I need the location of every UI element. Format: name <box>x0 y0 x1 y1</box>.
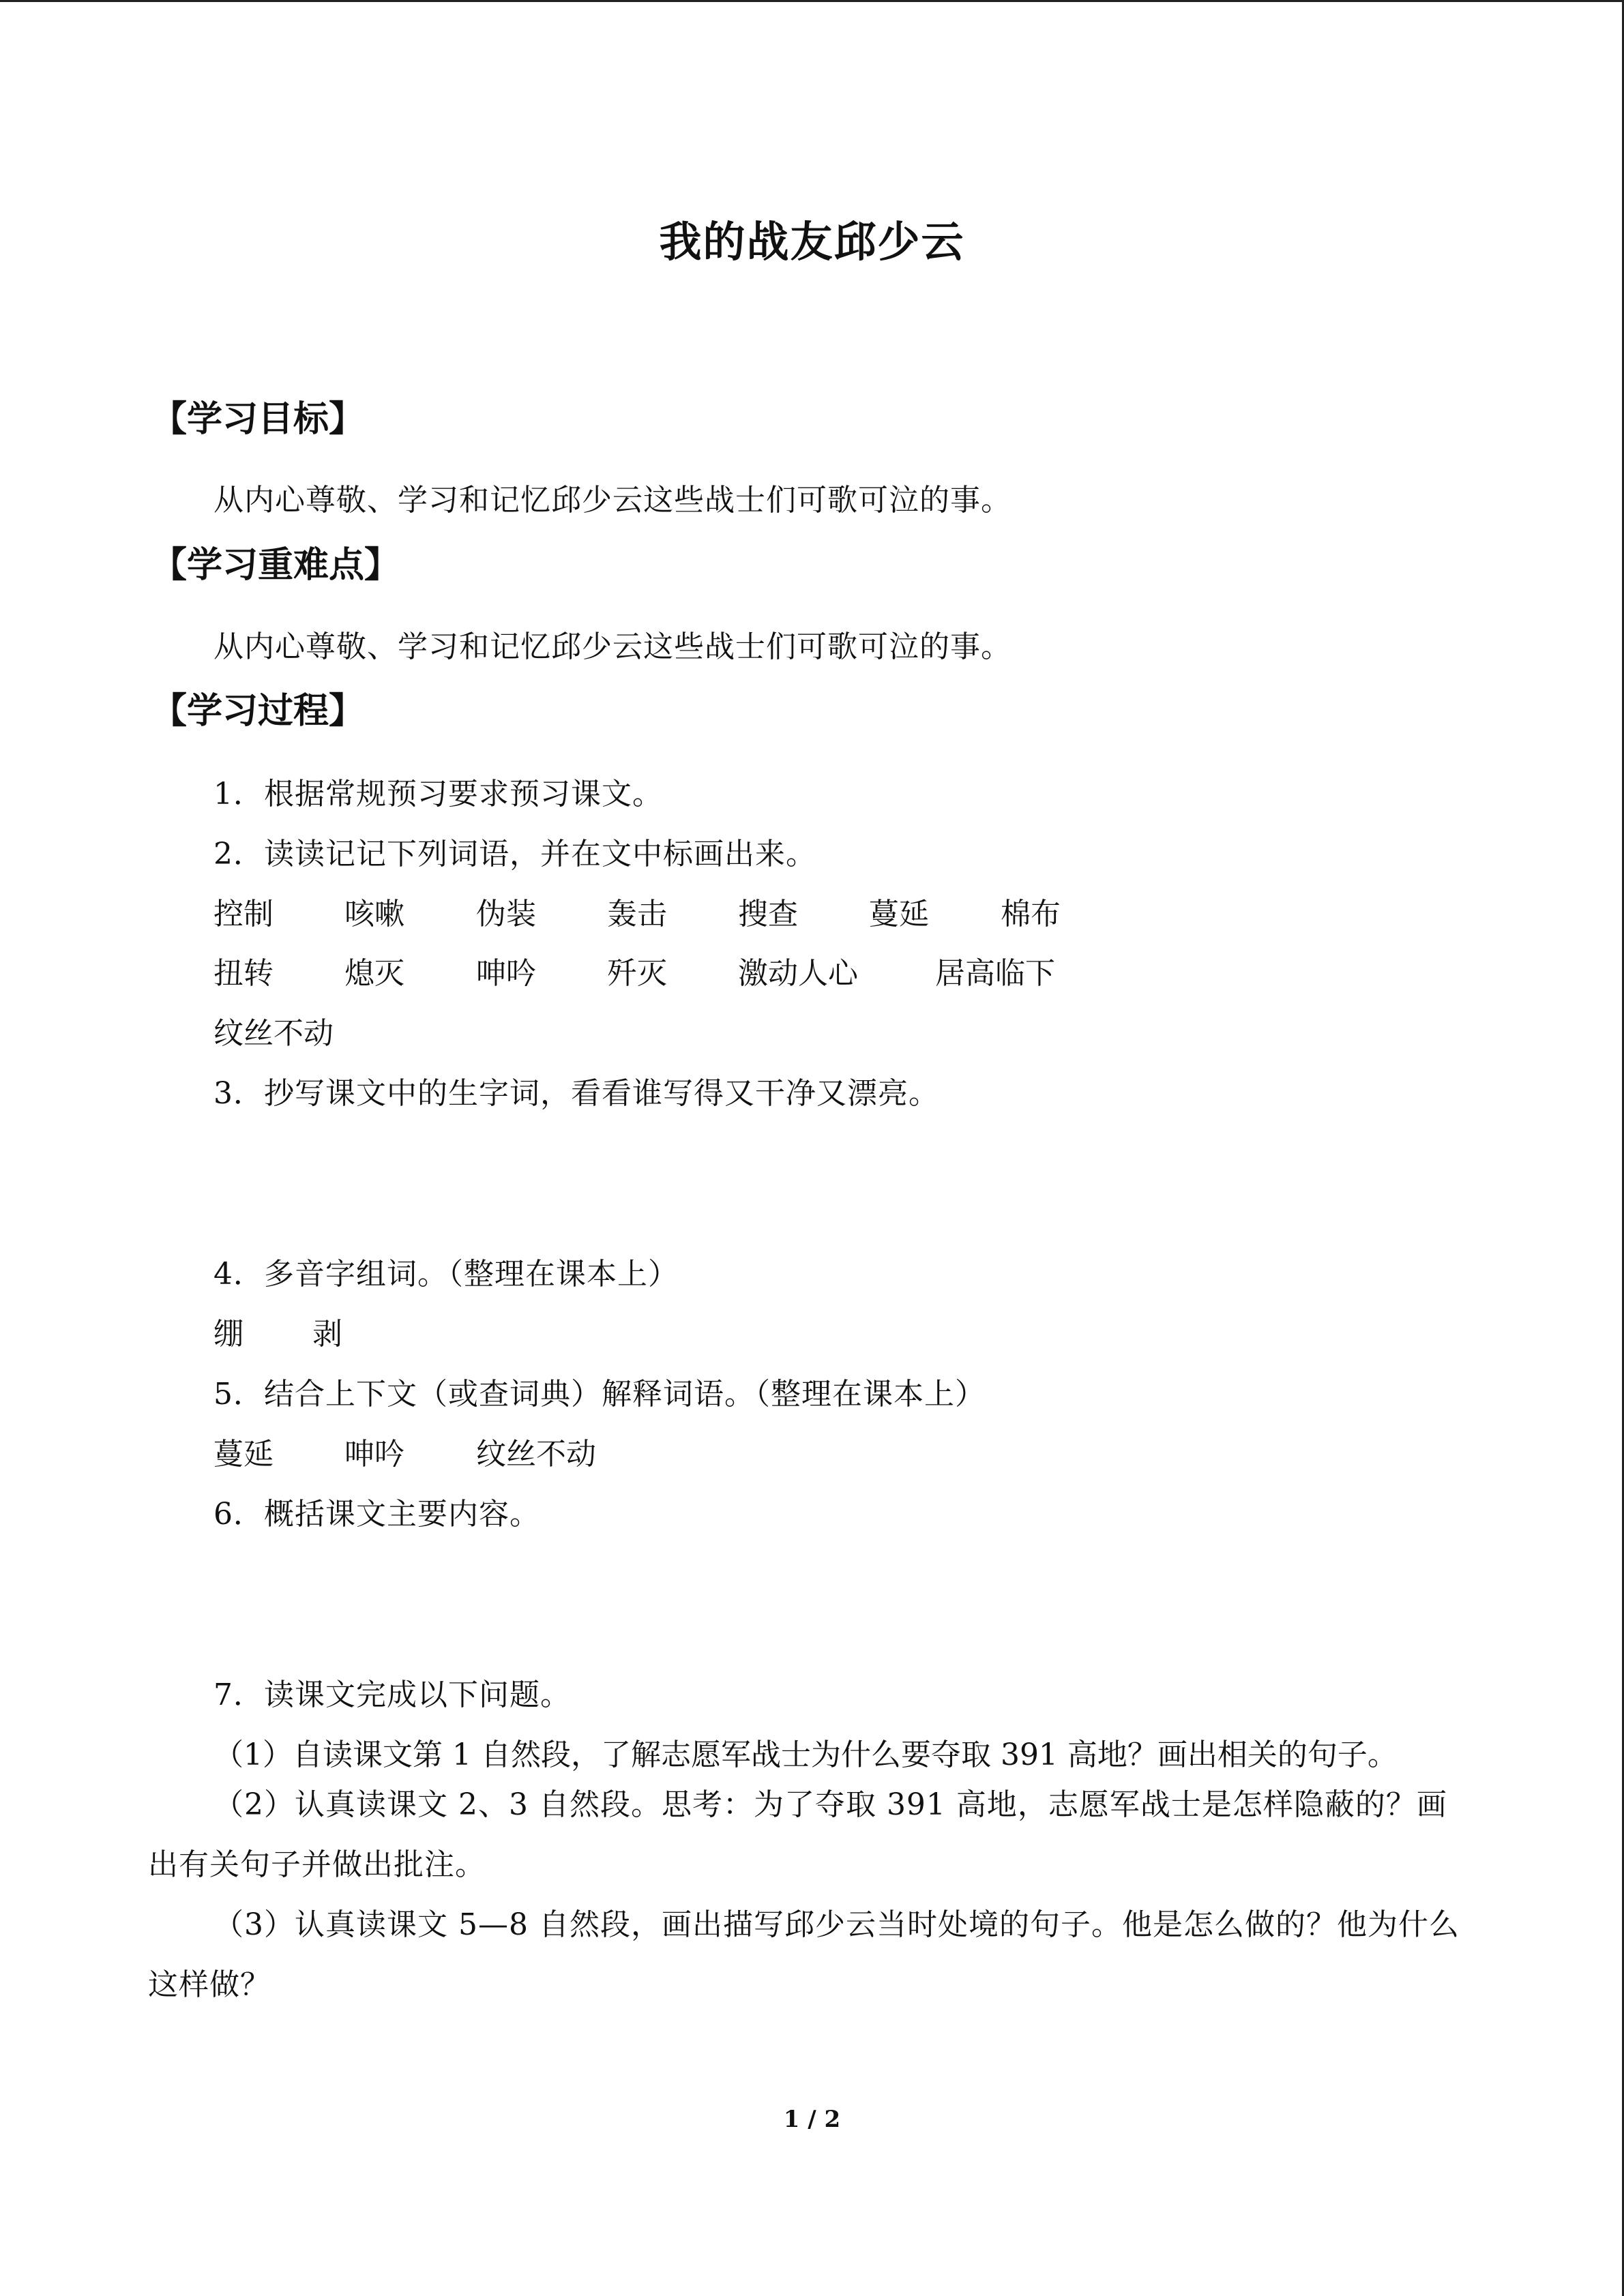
page-number: 1 / 2 <box>783 2106 841 2133</box>
word: 棉布 <box>1001 897 1061 931</box>
word: 扭转 <box>213 956 274 991</box>
question-1: （1）自读课文第 1 自然段，了解志愿军战士为什么要夺取 391 高地？画出相关的句子。 <box>213 1738 1398 1772</box>
word: 伪装 <box>476 897 536 931</box>
polyphone-char: 绷 <box>213 1317 243 1352</box>
process-item-5: 5．结合上下文（或查词典）解释词语。（整理在课本上） <box>213 1377 986 1412</box>
word: 轰击 <box>607 897 667 931</box>
word: 纹丝不动 <box>213 1016 334 1051</box>
word: 激动人心 <box>738 956 858 991</box>
process-item-7: 7．读课文完成以下问题。 <box>213 1678 571 1712</box>
learning-goal-text: 从内心尊敬、学习和记忆邱少云这些战士们可歌可泣的事。 <box>213 483 1012 518</box>
word-list-row-3 <box>213 1009 334 1052</box>
word: 蔓延 <box>213 1437 274 1472</box>
question-3: （3）认真读课文 5—8 自然段，画出描写邱少云当时处境的句子。他是怎么做的？他为什么这样做？ <box>148 1907 1460 2002</box>
word-list-row-2 <box>213 949 1055 992</box>
explain-words-row <box>213 1429 596 1473</box>
process-item-3: 3．抄写课文中的生字词，看看谁写得又干净又漂亮。 <box>213 1076 939 1111</box>
polyphone-row <box>213 1309 342 1353</box>
word: 咳嗽 <box>344 897 404 931</box>
process-item-6: 6．概括课文主要内容。 <box>213 1497 540 1532</box>
key-points-text: 从内心尊敬、学习和记忆邱少云这些战士们可歌可泣的事。 <box>213 629 1012 664</box>
page-top-border <box>0 0 1624 2</box>
word: 蔓延 <box>869 897 929 931</box>
process-item-2: 2．读读记记下列词语，并在文中标画出来。 <box>213 837 816 871</box>
heading-learning-process: 【学习过程】 <box>151 691 365 732</box>
word: 搜查 <box>738 897 798 931</box>
polyphone-char: 剥 <box>312 1317 342 1352</box>
word: 呻吟 <box>344 1437 404 1472</box>
word: 歼灭 <box>607 956 667 991</box>
word: 居高临下 <box>935 956 1055 991</box>
heading-learning-goal: 【学习目标】 <box>151 399 365 440</box>
question-2: （2）认真读课文 2、3 自然段。思考：为了夺取 391 高地，志愿军战士是怎样隐蔽的？画出有关句子并做出批注。 <box>148 1787 1447 1882</box>
word: 熄灭 <box>344 956 404 991</box>
process-item-4: 4．多音字组词。（整理在课本上） <box>213 1257 679 1292</box>
document-title: 我的战友邱少云 <box>659 217 965 267</box>
process-item-1: 1．根据常规预习要求预习课文。 <box>213 777 663 811</box>
word: 呻吟 <box>476 956 536 991</box>
heading-key-points: 【学习重难点】 <box>151 545 400 586</box>
word: 控制 <box>213 897 274 931</box>
word-list-row-1 <box>213 889 1061 933</box>
word: 纹丝不动 <box>476 1437 596 1472</box>
